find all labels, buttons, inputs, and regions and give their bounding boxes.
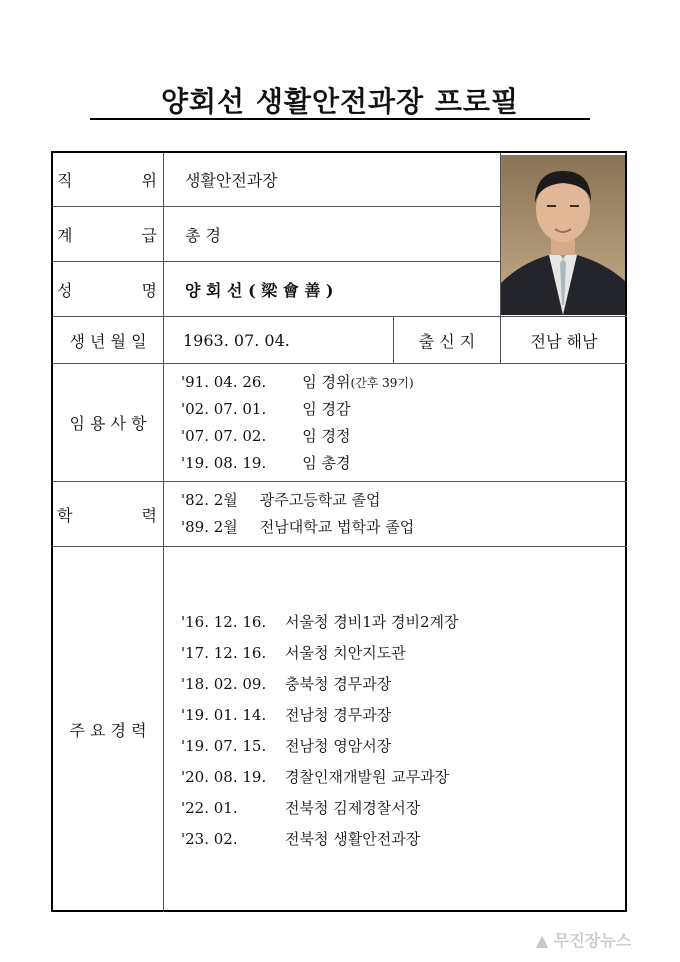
value-hometown: 전남 해남	[530, 331, 598, 351]
value-rank: 총 경	[185, 225, 221, 245]
item-date: '19. 01. 14.	[181, 706, 267, 724]
item-note: (간후 39기)	[350, 376, 414, 390]
list-item	[181, 371, 414, 392]
label-char: 위	[141, 171, 157, 190]
item-text: 전남청 영암서장	[285, 737, 392, 755]
watermark-logo	[536, 928, 631, 951]
list-item	[181, 828, 420, 849]
item-date: '20. 08. 19.	[181, 768, 267, 786]
item-date: '82. 2월	[181, 491, 238, 509]
item-date: '18. 02. 09.	[181, 675, 267, 693]
label-education	[53, 482, 163, 546]
item-date: '07. 07. 02.	[181, 427, 267, 445]
watermark-text: 무진장뉴스	[553, 931, 632, 950]
item-text: 서울청 경비1과 경비2계장	[285, 613, 459, 631]
list-item	[181, 642, 406, 663]
item-date: '02. 07. 01.	[181, 400, 267, 418]
profile-table	[51, 151, 627, 912]
page-title: 양회선 생활안전과장 프로필	[160, 85, 520, 118]
item-date: '19. 08. 19.	[181, 454, 267, 472]
value-name: 양 회 선 ( 梁 會 善 )	[185, 280, 334, 300]
profile-photo	[501, 155, 625, 315]
item-date: '16. 12. 16.	[181, 613, 267, 631]
label-char: 명	[141, 280, 157, 300]
value-birth: 1963. 07. 04.	[183, 330, 290, 350]
list-item	[181, 735, 391, 756]
list-item	[181, 797, 420, 818]
label-birth: 생 년 월 일	[69, 331, 147, 351]
label-rank	[53, 207, 163, 261]
item-date: '91. 04. 26.	[181, 373, 267, 391]
watermark-icon: ▲	[536, 931, 549, 950]
list-item	[181, 704, 391, 725]
label-position	[53, 153, 163, 206]
item-text: 충북청 경무과장	[285, 675, 392, 693]
item-text: 전남대학교 법학과 졸업	[259, 518, 415, 536]
item-text: 전북청 생활안전과장	[285, 830, 421, 848]
label-career: 주 요 경 력	[69, 721, 147, 740]
item-text: 임 총경	[302, 454, 351, 472]
item-text: 임 경정	[302, 427, 351, 445]
label-char: 계	[57, 225, 73, 245]
item-text: 경찰인재개발원 교무과장	[285, 768, 450, 786]
item-text: 전북청 김제경찰서장	[285, 799, 421, 817]
item-text: 임 경감	[302, 400, 351, 418]
label-char: 직	[57, 171, 73, 190]
label-appointment: 임 용 사 항	[69, 414, 147, 433]
list-item	[181, 425, 350, 446]
item-text: 서울청 치안지도관	[285, 644, 406, 662]
title-underline	[90, 118, 590, 120]
col-divider	[163, 153, 164, 912]
item-date: '89. 2월	[181, 518, 238, 536]
list-item	[181, 673, 391, 694]
label-char: 성	[57, 280, 73, 300]
item-text: 임 경위	[302, 373, 351, 391]
list-item	[181, 766, 449, 787]
item-text: 광주고등학교 졸업	[259, 491, 381, 509]
item-date: '19. 07. 15.	[181, 737, 267, 755]
label-char: 학	[57, 505, 73, 525]
label-name	[53, 262, 163, 316]
list-item	[181, 611, 459, 632]
item-text: 전남청 경무과장	[285, 706, 392, 724]
list-item	[181, 398, 350, 419]
list-item	[181, 489, 380, 510]
label-char: 력	[141, 505, 157, 525]
item-date: '17. 12. 16.	[181, 644, 267, 662]
item-date: '23. 02.	[181, 830, 238, 848]
label-char: 급	[141, 225, 157, 245]
list-item	[181, 452, 350, 473]
list-item	[181, 516, 414, 537]
item-date: '22. 01.	[181, 799, 238, 817]
label-hometown: 출 신 지	[418, 331, 476, 351]
value-position: 생활안전과장	[185, 171, 278, 190]
